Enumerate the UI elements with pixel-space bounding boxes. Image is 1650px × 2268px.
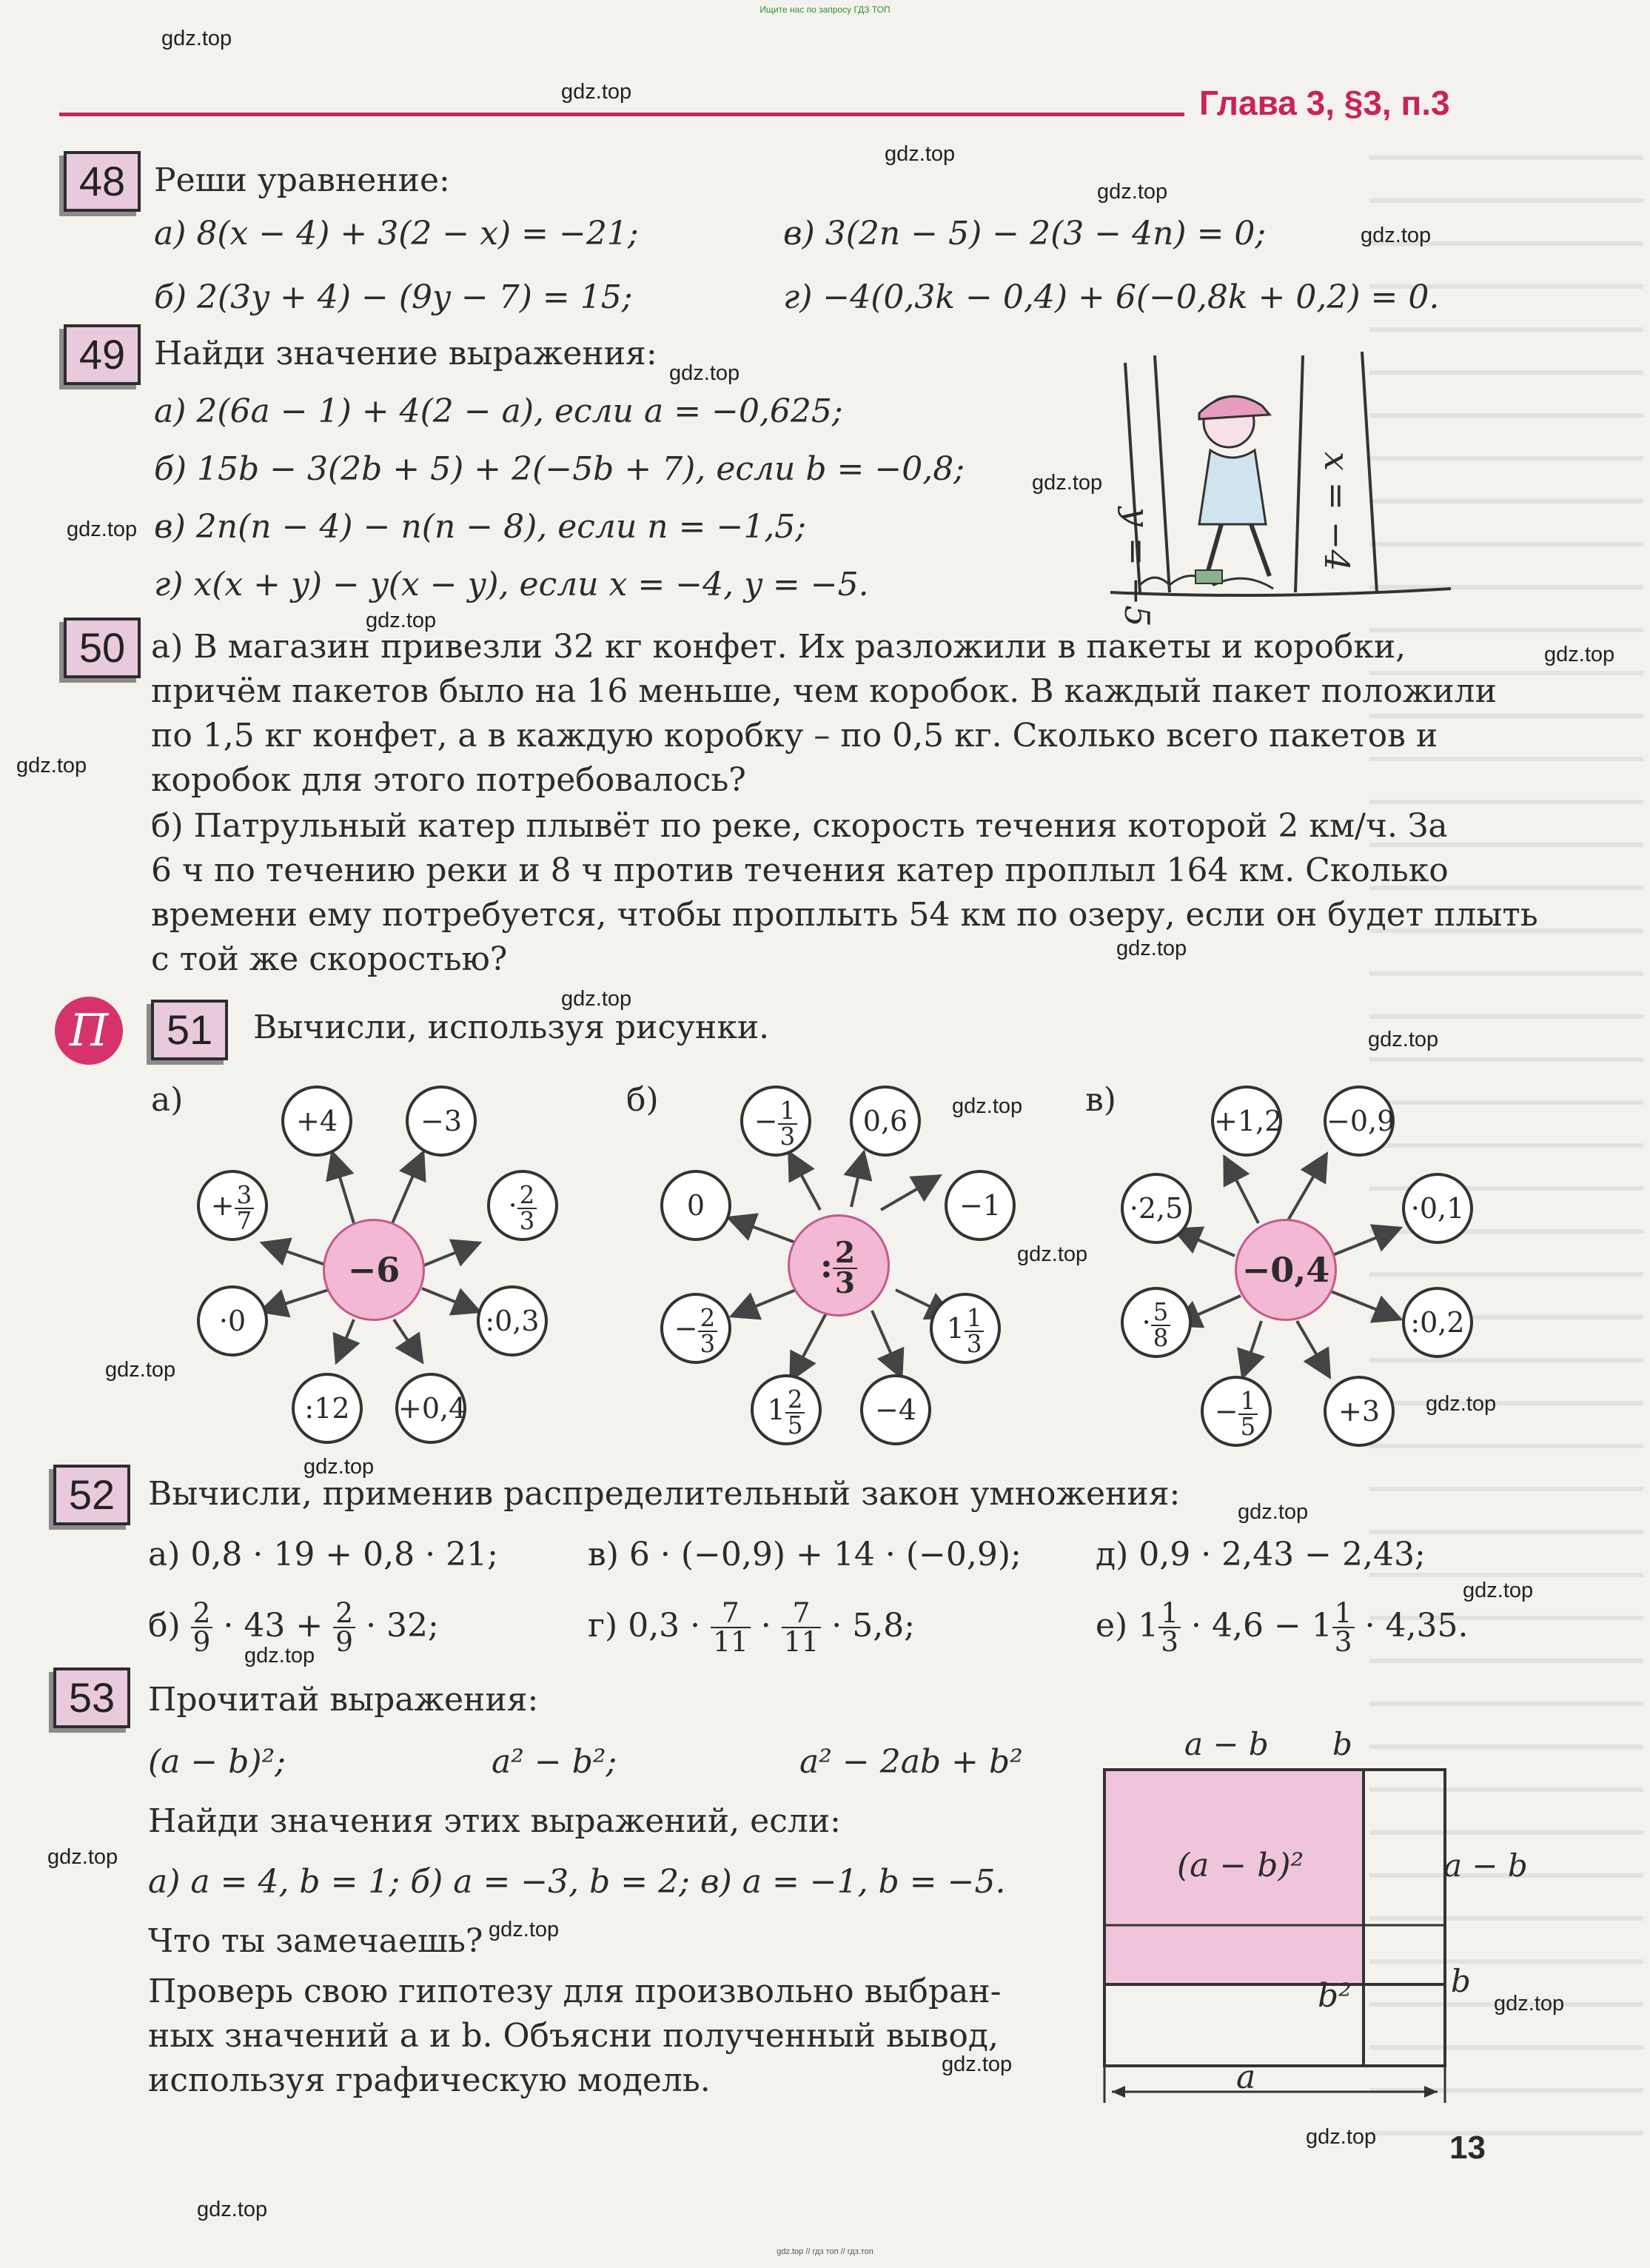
watermark: gdz.top xyxy=(1494,1992,1565,2016)
equation-a: а) 8(x − 4) + 3(2 − x) = −21; xyxy=(154,215,639,252)
watermark: gdz.top xyxy=(1116,937,1187,960)
text-line: с той же скоростью? xyxy=(151,940,508,978)
watermark: gdz.top xyxy=(1368,1028,1439,1051)
expr-e: е) 1 $\frac{1}{3}$ · 4,6 − 1 $\frac{1}{3}$ · 4,35. xyxy=(1096,1596,1469,1659)
fraction: $\frac{5}{8}$ xyxy=(1151,1300,1171,1350)
watermark: gdz.top xyxy=(1361,224,1432,247)
watermark: gdz.top xyxy=(1032,471,1103,495)
watermark: gdz.top xyxy=(942,2053,1013,2076)
operation-node: +0,4 xyxy=(395,1373,466,1444)
label-square: (a − b)² xyxy=(1177,1847,1304,1884)
operation-node: −4 xyxy=(860,1374,931,1445)
fraction: $\frac{2}{3}$ xyxy=(833,1239,857,1298)
label-b: б) xyxy=(626,1081,659,1119)
expr-g: г) 0,3 · $\frac{7}{11}$ · $\frac{7}{11}$ · 5,8; xyxy=(588,1596,916,1659)
fraction: $\frac{2}{3}$ xyxy=(698,1306,718,1356)
watermark: gdz.top xyxy=(1097,180,1168,204)
fraction: $\frac{2}{5}$ xyxy=(785,1388,805,1437)
equation-b: б) 2(3y + 4) − (9y − 7) = 15; xyxy=(154,278,633,316)
watermark: gdz.top xyxy=(1544,643,1615,666)
chapter-title: Глава 3, §3, п.3 xyxy=(1199,84,1450,122)
label-a-minus-b-right: a − b xyxy=(1443,1847,1528,1884)
watermark: gdz.top xyxy=(1426,1392,1497,1416)
label-b-squared: b² xyxy=(1318,1977,1352,2015)
label-a: а) xyxy=(151,1081,184,1119)
problem-number: 52 xyxy=(53,1465,130,1525)
operation-node: 0,6 xyxy=(850,1086,921,1157)
operation-node: :12 xyxy=(292,1373,363,1444)
values-text: а) a = 4, b = 1; б) a = −3, b = 2; в) a = −1, b = −5. xyxy=(148,1863,1006,1901)
center-value: : $\frac{2}{3}$ xyxy=(788,1214,890,1317)
operation-node: +1,2 xyxy=(1211,1086,1282,1157)
equation-v: в) 3(2n − 5) − 2(3 − 4n) = 0; xyxy=(783,215,1267,252)
check-line: используя графическую модель. xyxy=(148,2061,711,2099)
watermark: gdz.top xyxy=(885,142,956,166)
text-line: причём пакетов было на 16 меньше, чем коробок. В каждый пакет положили xyxy=(151,672,1497,710)
operation-node: + $\frac{3}{7}$ xyxy=(197,1170,268,1241)
operation-node: · $\frac{5}{8}$ xyxy=(1121,1287,1192,1358)
expression-v: в) 2n(n − 4) − n(n − 8), если n = −1,5; xyxy=(154,508,807,546)
operation-node: − $\frac{2}{3}$ xyxy=(660,1293,731,1364)
operation-node: ·0,1 xyxy=(1402,1173,1473,1244)
watermark: gdz.top xyxy=(1306,2125,1377,2149)
operation-node: − $\frac{1}{5}$ xyxy=(1201,1376,1272,1447)
check-line: ных значений a и b. Объясни полученный вывод, xyxy=(148,2017,999,2055)
check-line: Проверь свою гипотезу для произвольно выбран- xyxy=(148,1973,1002,2010)
problem-number: 49 xyxy=(64,324,141,385)
watermark: gdz.top xyxy=(1238,1500,1309,1524)
expr-d: д) 0,9 · 2,43 − 2,43; xyxy=(1096,1536,1426,1573)
watermark: gdz.top xyxy=(197,2198,268,2221)
watermark: gdz.top xyxy=(1463,1579,1534,1602)
operation-node: · $\frac{2}{3}$ xyxy=(487,1170,558,1241)
text-line: времени ему потребуется, чтобы проплыть 54 км по озеру, если он будет плыть xyxy=(151,896,1538,934)
watermark: gdz.top xyxy=(561,987,632,1011)
fraction: $\frac{1}{5}$ xyxy=(1238,1389,1258,1439)
label-v: в) xyxy=(1085,1081,1116,1119)
expression-1: (a − b)²; xyxy=(148,1743,286,1781)
label-b-top: b xyxy=(1332,1726,1352,1762)
expr-b: б) $\frac{2}{9}$ · 43 + $\frac{2}{9}$ · 32; xyxy=(148,1596,439,1659)
equation-g: г) −4(0,3k − 0,4) + 6(−0,8k + 0,2) = 0. xyxy=(783,278,1440,316)
expr-v: в) 6 · (−0,9) + 14 · (−0,9); xyxy=(588,1536,1022,1573)
pi-badge-icon: П xyxy=(55,997,123,1065)
watermark: gdz.top xyxy=(489,1918,560,1941)
operation-node: 1 $\frac{1}{3}$ xyxy=(930,1293,1001,1364)
fraction: $\frac{1}{3}$ xyxy=(778,1099,798,1148)
watermark: gdz.top xyxy=(303,1455,375,1479)
text-line: б) Патрульный катер плывёт по реке, скорость течения которой 2 км/ч. За xyxy=(151,807,1448,845)
label-b-right: b xyxy=(1451,1963,1471,1999)
operation-node: :0,3 xyxy=(477,1285,548,1357)
pic-label-x: x = −4 xyxy=(1317,452,1357,572)
problem-title: Прочитай выражения: xyxy=(148,1681,539,1719)
operation-node: −0,9 xyxy=(1324,1086,1395,1157)
question-text: Что ты замечаешь? xyxy=(148,1922,483,1960)
operation-node: +4 xyxy=(281,1086,352,1157)
operation-node: −3 xyxy=(406,1086,477,1157)
expression-2: a² − b²; xyxy=(492,1743,617,1781)
text-line: по 1,5 кг конфет, а в каждую коробку – по 0,5 кг. Сколько всего пакетов и xyxy=(151,717,1438,755)
center-value: −0,4 xyxy=(1235,1219,1337,1321)
problem-number: 51 xyxy=(151,1000,228,1060)
expression-b: б) 15b − 3(2b + 5) + 2(−5b + 7), если b = −0,8; xyxy=(154,450,965,488)
watermark: gdz.top xyxy=(952,1094,1023,1118)
find-text: Найди значения этих выражений, если: xyxy=(148,1802,841,1840)
watermark: gdz.top xyxy=(16,754,87,777)
expression-g: г) x(x + y) − y(x − y), если x = −4, y = −5. xyxy=(154,566,869,603)
problem-title: Вычисли, используя рисунки. xyxy=(253,1008,770,1046)
problem-number: 53 xyxy=(53,1667,130,1728)
watermark: gdz.top xyxy=(1017,1242,1088,1266)
operation-node: 1 $\frac{2}{5}$ xyxy=(751,1374,822,1445)
label-a-bottom: a xyxy=(1236,2058,1256,2096)
operation-node: ·2,5 xyxy=(1121,1173,1192,1244)
top-note: Ищите нас по запросу ГДЗ ТОП xyxy=(759,4,891,15)
bottom-note: gdz.top // гдз топ // гдз.топ xyxy=(777,2247,873,2256)
operation-node: − $\frac{1}{3}$ xyxy=(740,1086,811,1157)
problem-title: Найди значение выражения: xyxy=(154,335,657,372)
operation-node: +3 xyxy=(1324,1376,1395,1447)
text-line: 6 ч по течению реки и 8 ч против течения катер проплыл 164 км. Сколько xyxy=(151,852,1449,889)
fraction: $\frac{1}{3}$ xyxy=(965,1306,985,1356)
watermark: gdz.top xyxy=(47,1845,118,1869)
watermark: gdz.top xyxy=(669,361,740,385)
fraction: $\frac{2}{3}$ xyxy=(517,1183,537,1233)
expression-3: a² − 2ab + b² xyxy=(799,1743,1023,1781)
watermark: gdz.top xyxy=(67,518,138,541)
problem-title: Реши уравнение: xyxy=(154,161,450,199)
center-value: −6 xyxy=(323,1219,425,1321)
operation-node: ·0 xyxy=(197,1285,268,1357)
operation-node: 0 xyxy=(660,1170,731,1241)
text-line: а) В магазин привезли 32 кг конфет. Их разложили в пакеты и коробки, xyxy=(151,628,1406,666)
watermark: gdz.top xyxy=(366,609,437,632)
watermark: gdz.top xyxy=(244,1644,315,1667)
problem-number: 50 xyxy=(64,618,141,678)
problem-number: 48 xyxy=(64,151,141,212)
operation-node: −1 xyxy=(945,1170,1016,1241)
watermark: gdz.top xyxy=(561,80,632,104)
expression-a: а) 2(6a − 1) + 4(2 − a), если a = −0,625; xyxy=(154,392,843,430)
problem-title: Вычисли, применив распределительный закон умножения: xyxy=(148,1475,1181,1513)
watermark: gdz.top xyxy=(161,27,232,50)
watermark: gdz.top xyxy=(105,1358,176,1382)
text-line: коробок для этого потребовалось? xyxy=(151,761,746,799)
square-model-diagram xyxy=(1096,1718,1528,2118)
pic-label-y: y = −5 xyxy=(1117,507,1157,627)
expr-a: а) 0,8 · 19 + 0,8 · 21; xyxy=(148,1536,498,1573)
page-number: 13 xyxy=(1449,2130,1486,2166)
label-a-minus-b-top: a − b xyxy=(1184,1726,1269,1762)
operation-node: :0,2 xyxy=(1402,1287,1473,1358)
fraction: $\frac{3}{7}$ xyxy=(235,1183,255,1233)
